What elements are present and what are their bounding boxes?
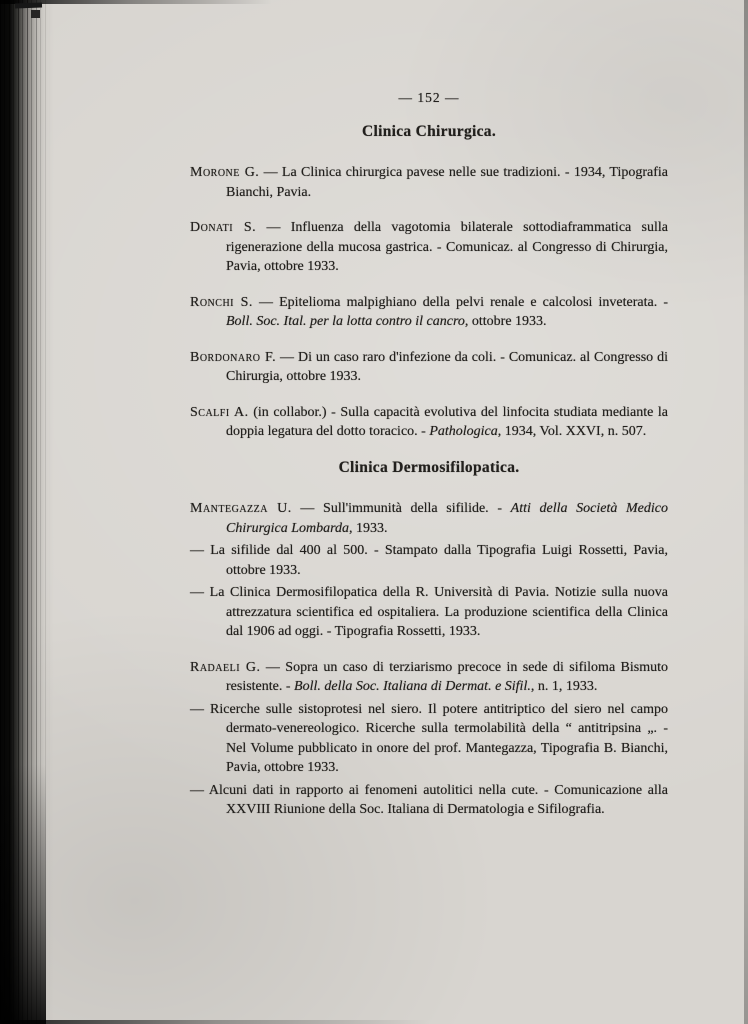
binding-shadow [0,0,54,1024]
bibliography-entry [190,163,668,202]
entry-text: , ottobre 1933. [464,314,547,329]
bibliography-entry [190,658,668,697]
sections [190,122,668,820]
entry-text: — Alcuni dati in rapporto ai fenomeni autolitici nella cute. - Comunicazione alla XXVIII Riunione della Soc. Italiana di Dermatologia e Sifilografia. [190,782,668,817]
bibliography-entry [190,293,668,332]
entry-text: — Ricerche sulle sistoprotesi nel siero. Il potere antitriptico del siero nel campo dermato-venereologico. Ricerche sulla termolabilità della “ antitripsina „. - Nel Volume pubblicato in onore del prof. Mantegazza, Tipografia B. Bianchi, Pavia, ottobre 1933. [190,701,668,775]
bibliography-entry [190,403,668,442]
scan-artifact-top-edge [0,0,320,4]
binding-shadow-bottom [0,764,46,1024]
author-name: Morone G. [190,165,260,180]
entry-text: — Epitelioma malpighiano della pelvi renale e calcolosi inveterata. - [252,294,668,310]
section [190,458,668,820]
entry-text: , n. 1, 1933. [530,679,598,694]
bibliography-entry [190,218,668,277]
entry-text: — La sifilide dal 400 al 500. - Stampato dalla Tipografia Luigi Rossetti, Pavia, ottobre 1933. [190,543,668,578]
entry-text: (in collabor.) - Sulla capacità evolutiva del linfocita studiata mediante la doppia legatura del dotto toracico. - [226,404,668,439]
work-title: Boll. Soc. Ital. per la lotta contro il cancro [226,314,465,329]
author-name: Ronchi S. [190,294,253,310]
page-number: — 152 — [398,90,460,105]
scan-artifact-right-edge [744,0,748,1024]
section [190,122,668,442]
work-title: Pathologica [429,424,498,439]
bibliography-entry [190,781,668,820]
page-content [190,88,668,836]
scan-artifact-bottom-edge [0,1020,430,1024]
entry-text: — La Clinica chirurgica pavese nelle sue tradizioni. - 1934, Tipografia Bianchi, Pavia. [226,165,668,200]
author-name: Donati S. [190,220,257,235]
scan-artifact-mark [15,3,42,9]
bibliography-entry [190,700,668,778]
section-title: Clinica Dermosifilopatica. [338,458,520,476]
bibliography-entry [190,583,668,642]
author-name: Scalfi A. [190,404,249,420]
bibliography-entry [190,348,668,387]
bibliography-entry [190,541,668,580]
entry-text: — La Clinica Dermosifilopatica della R. Università di Pavia. Notizie sulla nuova attrezzatura scientifica ed ospitaliera. La produzione scientifica della Clinica dal 1906 ad oggi. - Tipografia Rossetti, 1933. [190,585,668,639]
work-title: Atti della Società Medico Chirurgica Lombarda [226,501,668,536]
entry-text: — Sopra un caso di terziarismo precoce in sede di sifiloma Bismuto resistente. - [226,659,668,694]
entry-text: — Influenza della vagotomia bilaterale sottodiaframmatica sulla rigenerazione della mucosa gastrica. - Comunicaz. al Congresso di Chirurgia, Pavia, ottobre 1933. [226,220,668,274]
work-title: Boll. della Soc. Italiana di Dermat. e Sifil. [294,679,531,694]
author-name: Radaeli G. [190,659,261,675]
entry-text: — Sull'immunità della sifilide. - [291,501,511,516]
author-name: Mantegazza U. [190,501,292,516]
scan-artifact-mark [31,10,40,18]
entry-text: — Di un caso raro d'infezione da coli. - Comunicaz. al Congresso di Chirurgia, ottobre 1933. [226,349,668,384]
entry-text: , 1934, Vol. XXVI, n. 507. [497,424,647,439]
author-name: Bordonaro F. [190,349,277,365]
bibliography-entry [190,499,668,538]
entry-text: , 1933. [349,520,388,536]
section-title: Clinica Chirurgica. [362,122,496,140]
